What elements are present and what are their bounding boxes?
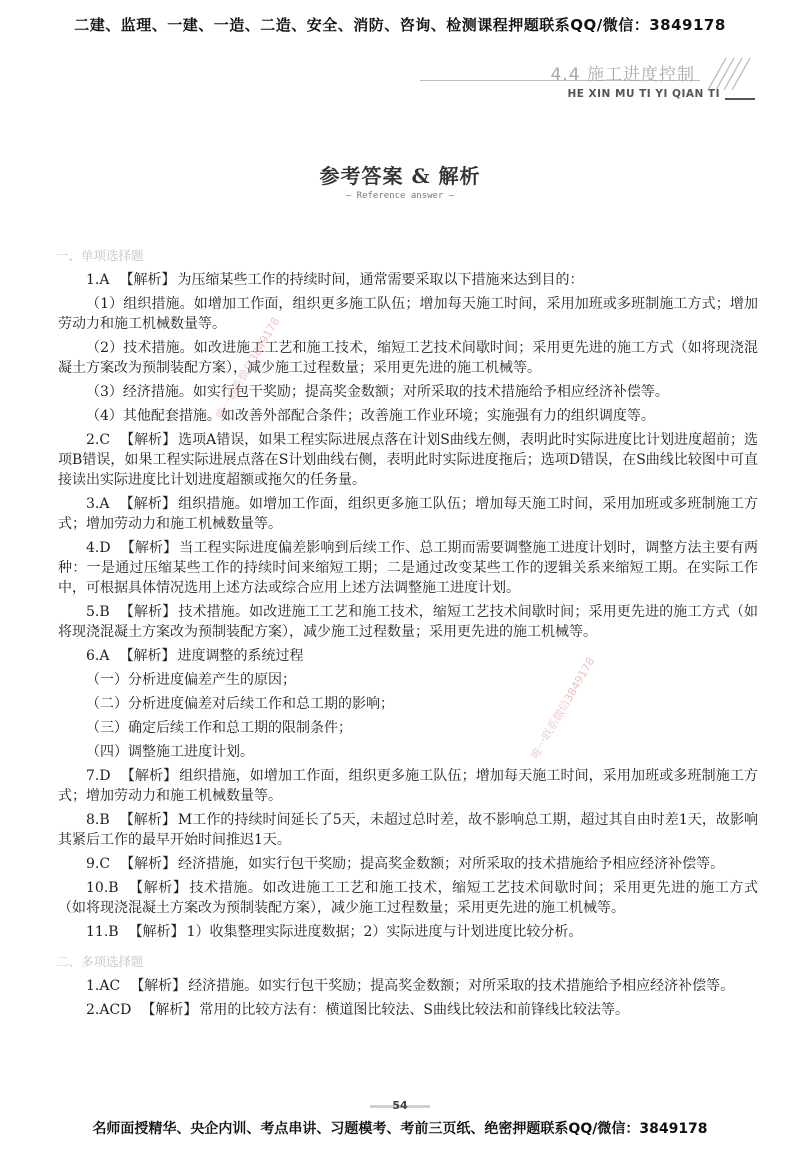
- analysis-text: 技术措施。如改进施工工艺和施工技术，缩短工艺技术间歇时间；采用更先进的施工方式（如将现浇混凝土方案改为预制装配方案），减少施工过程数量；采用更先进的施工机械等。: [58, 604, 759, 640]
- analysis-tag: 【解析】: [119, 648, 176, 664]
- question-answer-key: 6.A: [86, 648, 110, 664]
- answer-item: [58, 538, 758, 598]
- answer-subitem: [58, 406, 758, 426]
- answer-item: [58, 430, 758, 490]
- analysis-text: （4）其他配套措施。如改善外部配合条件；改善施工作业环境；实施强有力的组织调度等。: [86, 408, 655, 424]
- page-subtitle: — Reference answer —: [345, 191, 455, 201]
- top-contact-banner: 二建、监理、一建、一造、二造、安全、消防、咨询、检测课程押题联系QQ/微信：3849178: [74, 16, 726, 34]
- watermark: 唯一联系微信3849178: [213, 315, 283, 422]
- analysis-text: 经济措施，如实行包干奖励；提高奖金数额；对所采取的技术措施给予相应经济补偿等。: [178, 856, 725, 872]
- analysis-tag: 【解析】: [128, 924, 185, 940]
- answer-item: [58, 766, 758, 806]
- answer-subitem: [58, 382, 758, 402]
- question-answer-key: 7.D: [86, 768, 111, 784]
- question-answer-key: 1.A: [86, 272, 110, 288]
- header-stripes-decoration: [700, 58, 755, 90]
- section-pinyin: HE XIN MU TI YI QIAN TI: [567, 88, 720, 100]
- question-answer-key: 3.A: [86, 496, 110, 512]
- analysis-text: （一）分析进度偏差产生的原因；: [86, 672, 296, 688]
- analysis-tag: 【解析】: [128, 880, 188, 896]
- analysis-tag: 【解析】: [119, 604, 177, 620]
- analysis-tag: 【解析】: [130, 978, 187, 994]
- answer-item: [58, 1000, 758, 1020]
- analysis-text: （三）确定后续工作和总工期的限制条件；: [86, 720, 352, 736]
- question-answer-key: 2.ACD: [86, 1002, 132, 1018]
- answer-item: [58, 810, 758, 850]
- analysis-tag: 【解析】: [119, 272, 176, 288]
- section-label: 二、多项选择题: [56, 954, 144, 969]
- question-answer-key: 1.AC: [86, 978, 121, 994]
- answer-item: [58, 878, 758, 918]
- analysis-text: 组织措施。如增加工作面，组织更多施工队伍；增加每天施工时间，采用加班或多班制施工方式；增加劳动力和施工机械数量等。: [58, 496, 759, 532]
- analysis-text: 选项A错误，如果工程实际进展点落在计划S曲线左侧，表明此时实际进度比计划进度超前；选项B错误，如果工程实际进展点落在S计划曲线右侧，表明此时实际进度拖后；选项D错误，在S曲线比较图中可直接读出实际进度比计划进度超额或拖欠的任务量。: [58, 432, 759, 488]
- section-header-title: [551, 60, 695, 85]
- analysis-text: 常用的比较方法有：横道图比较法、S曲线比较法和前锋线比较法等。: [199, 1002, 629, 1018]
- answer-item: [58, 922, 758, 942]
- analysis-text: 经济措施。如实行包干奖励；提高奖金数额；对所采取的技术措施给予相应经济补偿等。: [188, 978, 735, 994]
- answer-subitem: [58, 694, 758, 714]
- analysis-text: （1）组织措施。如增加工作面，组织更多施工队伍；增加每天施工时间，采用加班或多班制施工方式；增加劳动力和施工机械数量等。: [58, 296, 758, 332]
- analysis-text: 当工程实际进度偏差影响到后续工作、总工期而需要调整施工进度计划时，调整方法主要有两种：一是通过压缩某些工作的持续时间来缩短工期；二是通过改变某些工作的逻辑关系来缩短工期。在实际工作中，可根据具体情况选用上述方法或综合应用上述方法调整施工进度计划。: [58, 540, 759, 596]
- answer-item: [58, 976, 758, 996]
- analysis-text: （2）技术措施。如改进施工工艺和施工技术，缩短工艺技术间歇时间；采用更先进的施工方式（如将现浇混凝土方案改为预制装配方案），减少施工过程数量；采用更先进的施工机械等。: [58, 340, 758, 376]
- question-answer-key: 11.B: [86, 924, 119, 940]
- question-answer-key: 4.D: [86, 540, 111, 556]
- answer-item: [58, 270, 758, 290]
- answer-subitem: [58, 338, 758, 378]
- answer-item: [58, 854, 758, 874]
- answer-subitem: [58, 718, 758, 738]
- section-title: 施工进度控制: [587, 65, 695, 85]
- answer-subitem: [58, 742, 758, 762]
- analysis-text: （二）分析进度偏差对后续工作和总工期的影响；: [86, 696, 394, 712]
- pinyin-dash: [725, 98, 755, 100]
- question-answer-key: 2.C: [86, 432, 111, 448]
- analysis-text: （四）调整施工进度计划。: [86, 744, 254, 760]
- question-answer-key: 9.C: [86, 856, 111, 872]
- analysis-text: 技术措施。如改进施工工艺和施工技术，缩短工艺技术间歇时间；采用更先进的施工方式（如将现浇混凝土方案改为预制装配方案），减少施工过程数量；采用更先进的施工机械等。: [58, 880, 759, 916]
- answer-item: [58, 646, 758, 666]
- analysis-tag: 【解析】: [141, 1002, 198, 1018]
- analysis-text: 组织措施，如增加工作面，组织更多施工队伍；增加每天施工时间，采用加班或多班制施工方式；增加劳动力和施工机械数量等。: [58, 768, 759, 804]
- answer-subitem: [58, 670, 758, 690]
- section-number: 4.4: [550, 65, 581, 85]
- analysis-text: 为压缩某些工作的持续时间，通常需要采取以下措施来达到目的：: [177, 272, 584, 288]
- question-answer-key: 8.B: [86, 812, 110, 828]
- analysis-tag: 【解析】: [120, 432, 177, 448]
- analysis-tag: 【解析】: [120, 856, 177, 872]
- analysis-tag: 【解析】: [119, 812, 176, 828]
- answer-subitem: [58, 294, 758, 334]
- bottom-contact-banner: 名师面授精华、央企内训、考点串讲、习题模考、考前三页纸、绝密押题联系QQ/微信：3849178: [92, 1121, 708, 1137]
- answer-item: [58, 494, 758, 534]
- analysis-text: （3）经济措施。如实行包干奖励；提高奖金数额；对所采取的技术措施给予相应经济补偿等。: [86, 384, 669, 400]
- watermark: 唯一联系微信3849178: [528, 655, 598, 762]
- section-header: [420, 58, 755, 110]
- analysis-text: M工作的持续时间延长了5天，未超过总时差，故不影响总工期，超过其自由时差1天，故影响其紧后工作的最早开始时间推迟1天。: [58, 812, 759, 848]
- question-answer-key: 10.B: [86, 880, 119, 896]
- section-label: 一、单项选择题: [56, 248, 144, 263]
- page-title: 参考答案 & 解析: [319, 164, 481, 188]
- analysis-tag: 【解析】: [120, 768, 178, 784]
- analysis-text: 1）收集整理实际进度数据；2）实际进度与计划进度比较分析。: [186, 924, 583, 940]
- answer-content: [58, 246, 758, 1020]
- analysis-text: 进度调整的系统过程: [177, 648, 304, 664]
- analysis-tag: 【解析】: [119, 496, 177, 512]
- answer-item: [58, 602, 758, 642]
- question-answer-key: 5.B: [86, 604, 110, 620]
- page-number: 54: [360, 1099, 440, 1112]
- analysis-tag: 【解析】: [120, 540, 178, 556]
